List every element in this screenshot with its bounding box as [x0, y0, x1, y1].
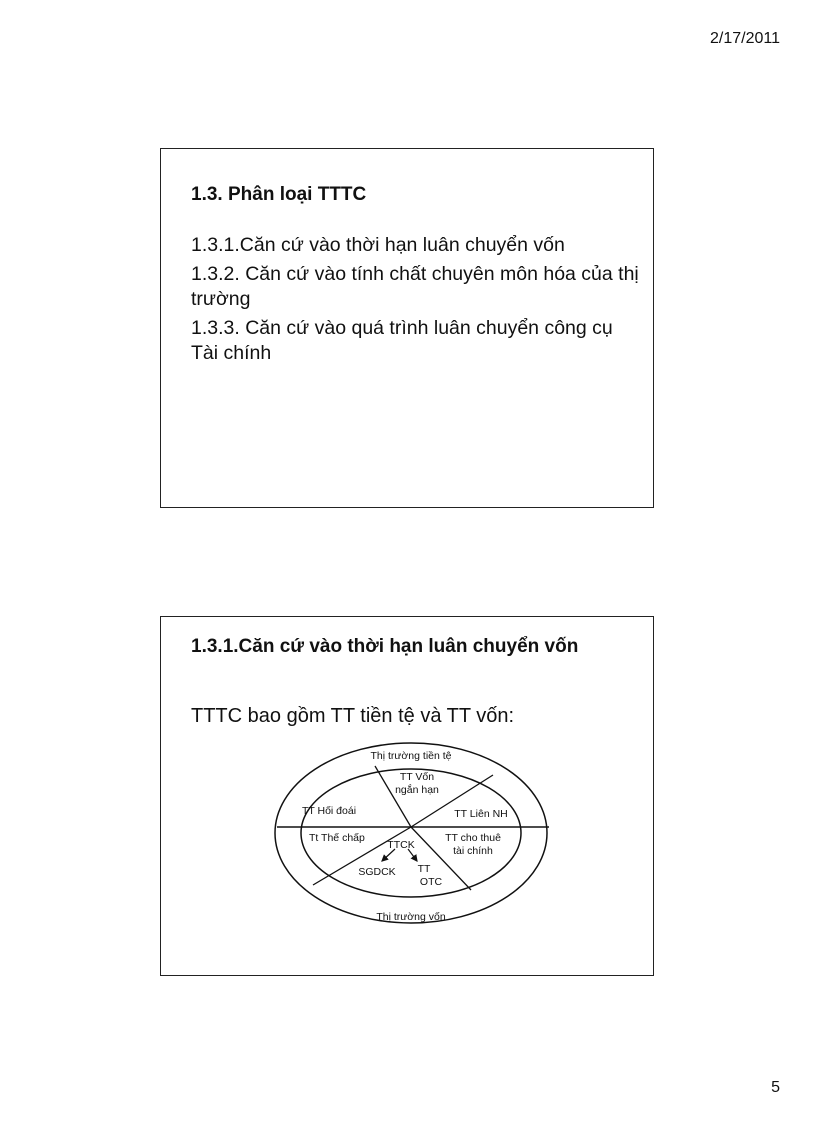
label-capital-market: Thị trường vốn: [376, 911, 446, 923]
slide-text: TTTC bao gồm TT tiền tệ và TT vốn:: [191, 705, 515, 727]
classification-list: [191, 233, 641, 370]
page-date: 2/17/2011: [710, 30, 780, 47]
slide-title: 1.3.1.Căn cứ vào thời hạn luân chuyển vốn: [191, 636, 579, 657]
slide-classification: [160, 148, 654, 508]
label-leasing-2: tài chính: [453, 845, 493, 857]
label-otc-2: OTC: [419, 876, 443, 888]
list-item: 1.3.3. Căn cứ vào quá trình luân chuyển công cụ Tài chính: [191, 317, 613, 364]
list-item: 1.3.2. Căn cứ vào tính chất chuyên môn hóa của thị trường: [191, 263, 639, 310]
slide-title: 1.3. Phân loại TTTC: [191, 184, 367, 205]
label-stock-exchange: SGDCK: [358, 866, 396, 878]
label-short-term-capital: TT Vốn: [399, 771, 435, 783]
label-interbank: TT Liên NH: [454, 808, 508, 820]
label-short-term-capital-2: ngắn hạn: [395, 784, 439, 796]
label-money-market: Thị trường tiền tệ: [370, 750, 452, 762]
label-stock-market: TTCK: [387, 839, 415, 851]
market-diagram: [271, 735, 551, 935]
label-mortgage: Tt Thế chấp: [309, 832, 365, 844]
slide-capital-turnover: [160, 616, 654, 976]
list-item: 1.3.1.Căn cứ vào thời hạn luân chuyển vốn: [191, 234, 565, 256]
label-leasing: TT cho thuê: [445, 832, 501, 844]
label-otc: TT: [417, 863, 431, 875]
page-number: 5: [771, 1079, 780, 1096]
label-forex: TT Hối đoái: [301, 805, 357, 817]
